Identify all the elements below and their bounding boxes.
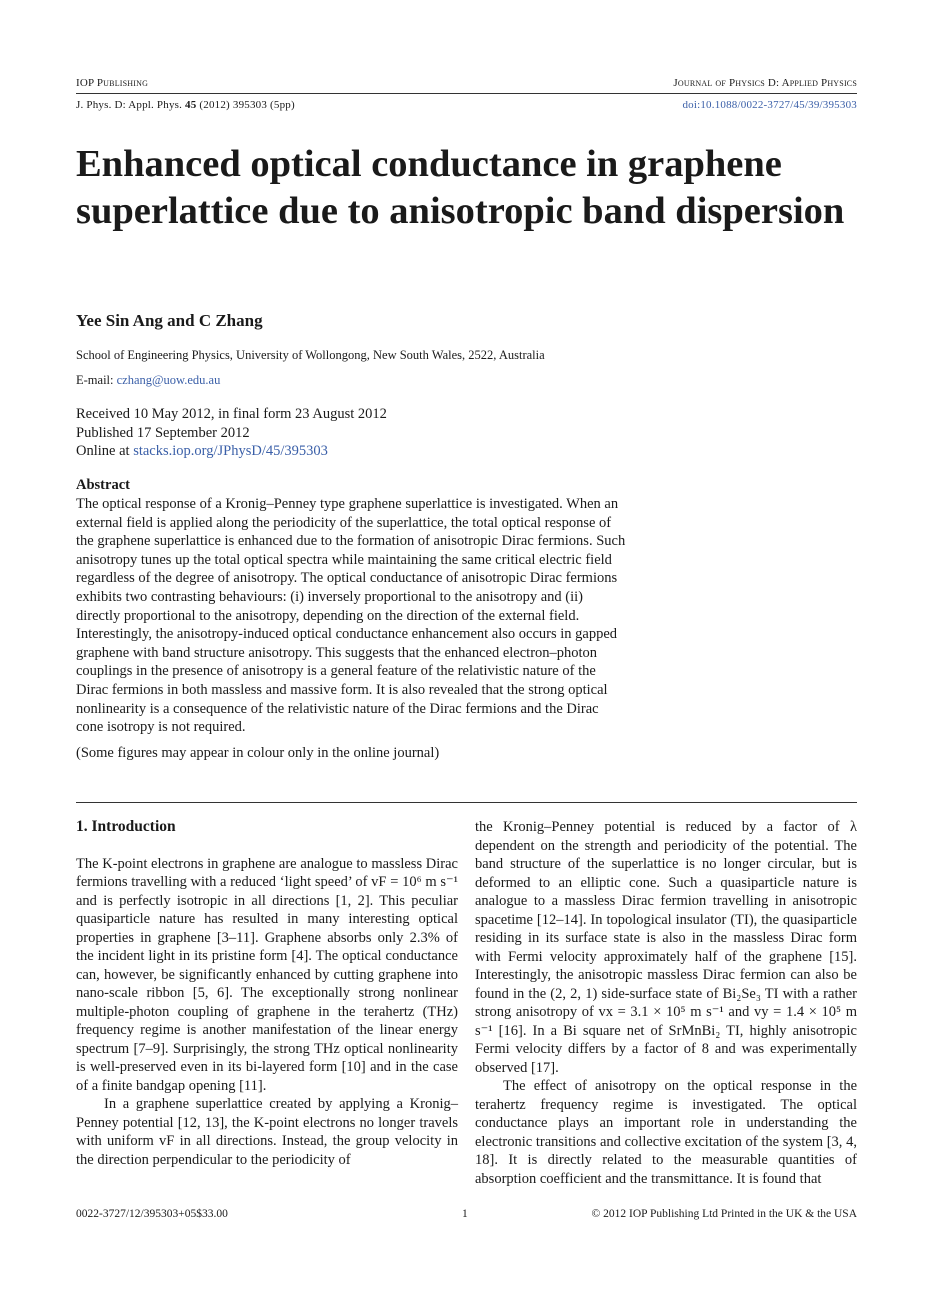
abstract-line: anisotropy tunes up the total optical spectra while maintaining the same critical electric field <box>76 551 612 568</box>
authors: Yee Sin Ang and C Zhang <box>76 311 263 330</box>
email-label: E-mail: <box>76 373 114 387</box>
abstract-line: Interestingly, the anisotropy-induced optical conductance enhancement also occurs in gapped <box>76 626 618 643</box>
affiliation: School of Engineering Physics, University of Wollongong, New South Wales, 2522, Australia <box>76 348 545 362</box>
header-rule <box>76 93 857 94</box>
online-line <box>76 442 387 461</box>
page-number: 1 <box>462 1208 468 1220</box>
citation-suffix: (2012) 395303 (5pp) <box>199 99 295 111</box>
citation-prefix: J. Phys. D: Appl. Phys. <box>76 99 183 111</box>
abstract-line: exhibits two contrasting behaviours: (i) inversely proportional to the anisotropy and (ii) <box>76 588 583 605</box>
publication-dates <box>76 405 387 461</box>
footer-code: 0022-3727/12/395303+05$33.00 <box>76 1208 228 1220</box>
abstract-heading: Abstract <box>76 477 130 493</box>
paragraph: In a graphene superlattice created by applying a Kronig–Penney potential [12, 13], the K-point electrons no longer travels with uniform vF in all directions. Instead, the group velocity in the direction perpendicular to the periodicity of <box>76 1096 458 1168</box>
paragraph: The K-point electrons in graphene are analogue to massless Dirac fermions travelling with a reduced ‘light speed’ of vF = 10⁶ m s⁻¹ and is perfectly isotropic in all directions [1, 2]. This peculiar quasiparticle nature has resulted in many interesting optical properties in graphene [3–11]. Graphene absorbs only 2.3% of the incident light in its pristine form [4]. The optical conductance can, however, be significantly enhanced by cutting graphene into nano-scale ribbon [5, 6]. The exceptionally strong nonlinear multiple-photon coupling of graphene in the terahertz (THz) frequency regime is another manifestation of the linear energy spectrum [7–9]. Surprisingly, the strong THz optical nonlinearity is well-preserved even in its bi-layered form [10] and in the case of a finite bandgap opening [11]. <box>76 855 458 1094</box>
abstract-line: couplings in the presence of anisotropy is a general feature of the relativistic nature of the <box>76 663 596 680</box>
abstract-line: cone isotropy is not required. <box>76 719 246 736</box>
paragraph: The effect of anisotropy on the optical response in the terahertz frequency regime is investigated. The optical conductance plays an important role in understanding the electronic transitions and collective excitation of the system [3, 4, 18]. It is directly related to the measurable quantities of absorption coefficient and the transmittance. It is found that <box>475 1078 857 1187</box>
abstract-line: The optical response of a Kronig–Penney type graphene superlattice is investigated. When an <box>76 496 619 512</box>
abstract-line: external field is applied along the periodicity of the superlattice, the total optical response of <box>76 514 612 531</box>
published-date: Published 17 September 2012 <box>76 424 250 441</box>
journal-name: Journal of Physics D: Applied Physics <box>673 77 857 89</box>
right-column <box>475 818 857 1188</box>
citation <box>76 99 295 111</box>
abstract-line: the graphene superlattice is enhanced due to the formation of anisotropic Dirac fermions. Such <box>76 533 626 550</box>
abstract-line: nonlinearity is a consequence of the relativistic nature of the Dirac fermions and the Dirac <box>76 700 599 717</box>
colour-note: (Some figures may appear in colour only in the online journal) <box>76 745 440 761</box>
email-link[interactable]: czhang@uow.edu.au <box>116 373 221 387</box>
online-url-link[interactable]: stacks.iop.org/JPhysD/45/395303 <box>133 443 328 459</box>
publisher-label: IOP Publishing <box>76 77 149 89</box>
left-column <box>76 818 458 1169</box>
footer-copyright: © 2012 IOP Publishing Ltd Printed in the UK & the USA <box>591 1208 857 1220</box>
abstract-body <box>76 495 676 737</box>
abstract-line: directly proportional to the anisotropy, depending on the direction of the external field. <box>76 607 580 624</box>
section-rule <box>76 802 857 803</box>
abstract-line: regardless of the degree of anisotropy. The optical conductance of anisotropic Dirac fermions <box>76 570 618 587</box>
abstract-line: graphene with band structure anisotropy. This suggests that the enhanced electron–photon <box>76 644 598 661</box>
section-heading: 1. Introduction <box>76 818 176 835</box>
doi-link[interactable]: doi:10.1088/0022-3727/45/39/395303 <box>682 99 857 111</box>
online-label: Online at <box>76 443 130 459</box>
abstract-line: Dirac fermions in both massless and massive form. It is also revealed that the strong optical <box>76 681 608 698</box>
paper-title: Enhanced optical conductance in graphene superlattice due to anisotropic band dispersion <box>76 143 845 232</box>
citation-volume: 45 <box>185 99 197 111</box>
received-date: Received 10 May 2012, in final form 23 August 2012 <box>76 406 387 422</box>
email-line <box>76 373 220 388</box>
paragraph: the Kronig–Penney potential is reduced by a factor of λ dependent on the strength and periodicity of the potential. The band structure of the superlattice is no longer circular, but is deformed to an elliptic cone. Such a quasiparticle nature is analogue to a massless Dirac fermion travelling in anisotropic spacetime [12–14]. In topological insulator (TI), the quasiparticle residing in its surface state is also in the massless Dirac form with Fermi velocity approximately half of the graphene [15]. Interestingly, the anisotropic massless Dirac fermion can also be found in the (2, 2, 1) side-surface state of Bi₂Se₃ TI with a rather strong anisotropy of vx = 3.1 × 10⁵ m s⁻¹ and vy = 1.4 × 10⁵ m s⁻¹ [16]. In a Bi square net of SrMnBi₂ TI, highly anisotropic Fermi velocity differs by a factor of 8 and was experimentally observed [17]. <box>475 819 857 1076</box>
